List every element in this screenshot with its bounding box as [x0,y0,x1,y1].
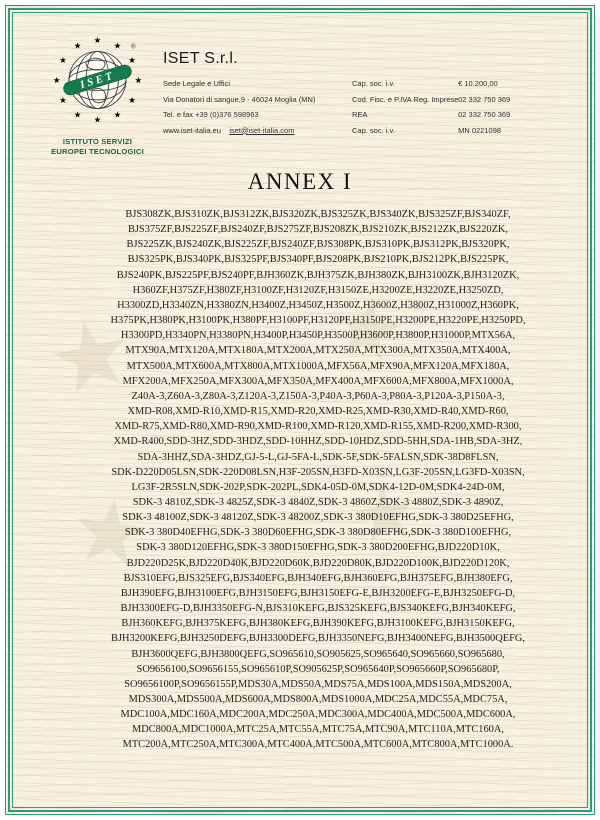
registry-label: Cap. soc. i.v. [352,79,395,88]
registry-row [352,95,510,111]
address-line-street: Via Donatori di sangue,9 - 46024 Moglia (MN) [163,94,316,104]
product-code-line: XMD-R08,XMD-R10,XMD-R15,XMD-R20,XMD-R25,XMD-R30,XMD-R40,XMD-R60, [127,406,509,418]
product-code-line: BJD220D25K,BJD220D40K,BJD220D60K,BJD220D80K,BJD220D100K,BJD220D120K, [126,557,510,569]
logo-caption-line1: ISTITUTO SERVIZI [62,137,133,146]
watermark-star-icon: ★ [344,465,426,565]
product-code-line: BJS308ZK,BJS310ZK,BJS312ZK,BJS320ZK,BJS325ZK,BJS340ZK,BJS325ZF,BJS340ZF, [125,209,511,220]
svg-text:★: ★ [128,55,136,66]
page-title: ANNEX I [247,169,353,194]
product-code-line: SDK-D220D05LSN,SDK-220D08LSN,H3F-205SN,H3FD-X03SN,LG3F-205SN,LG3FD-X03SN, [111,466,525,478]
registry-value: MN 0221098 [458,125,502,135]
svg-text:★: ★ [59,55,67,66]
watermark-star-icon: ★ [63,475,157,590]
product-code-line: MDC800A,MDC1000A,MTC25A,MTC55A,MTC75A,MTC90A,MTC110A,MTC160A, [132,724,504,736]
svg-text:★: ★ [93,35,102,46]
product-code-line: BJH360KEFG,BJH375KEFG,BJH380KEFG,BJH390KEFG,BJH3100KEFG,BJH3150KEFG, [121,618,515,630]
svg-text:★: ★ [113,41,122,52]
product-code-line: H360ZF,H375ZF,H380ZF,H3100ZF,H3120ZF,H3150ZE,H3200ZE,H3220ZE,H3250ZD, [132,284,504,296]
product-code-line: MDC100A,MDC160A,MDC200A,MDC250A,MDC300A,MDC400A,MDC500A,MDC600A, [120,709,516,721]
product-code-line: BJH3300EFG-D,BJH3350EFG-N,BJS310KEFG,BJS325KEFG,BJS340KEFG,BJH340KEFG, [120,603,516,615]
product-code-line: MDS300A,MDS500A,MDS600A,MDS800A,MDS1000A,MDC25A,MDC55A,MDC75A, [128,694,508,705]
svg-text:★: ★ [73,41,82,52]
product-code-line: MTX90A,MTX120A,MTX180A,MTX200A,MTX250A,MTX300A,MTX350A,MTX400A, [125,345,511,357]
product-code-line: BJH390EFG,BJH3100EFG,BJH3150EFG,BJH3150EFG-E,BJH3200EFG-E,BJH3250EFG-D, [120,587,516,599]
product-code-line: H3300ZD,H3340ZN,H3380ZN,H3400Z,H3450Z,H3500Z,H3600Z,H3800Z,H31000Z,H360PK, [117,299,519,311]
product-code-line: SDA-3HHZ,SDA-3HDZ,GJ-5-L,GJ-5FA-L,SDK-5F,SDK-5FALSN,SDK-38D8FLSN, [137,451,499,463]
registry-label: Cod. Fisc. e P.IVA Reg. Imprese [352,94,459,104]
registry-value: € 10.200,00 [458,79,498,88]
product-code-line: MFX200A,MFX250A,MFX300A,MFX350A,MFX400A,MFX600A,MFX800A,MFX1000A, [122,375,514,387]
product-code-line: MTC200A,MTC250A,MTC300A,MTC400A,MTC500A,MTC600A,MTC800A,MTC1000A. [122,739,514,751]
product-code-line: H3300PD,H3340PN,H3380PN,H3400P,H3450P,H3500P,H3600P,H3800P,H31000P,MTX56A, [120,330,516,342]
registry-table [352,79,510,141]
product-code-line: SDK-3 380D120EFHG,SDK-3 380D150EFHG,SDK-3 380D200EFHG,BJD220D10K, [136,542,500,554]
product-code-line: SO9656100,SO9656155,SO965610P,SO905625P,SO965640P,SO965660P,SO965680P, [136,663,500,675]
logo-caption-line2: EUROPEI TECNOLOGICI [51,146,144,156]
registry-value: 02 332 750 369 [458,94,511,104]
registry-row [352,126,510,142]
email-link[interactable]: iset@iset-italia.com [229,125,295,135]
product-code-line: XMD-R75,XMD-R80,XMD-R90,XMD-R100,XMD-R120,XMD-R155,XMD-R200,XMD-R300, [114,421,522,433]
product-code-line: BJS310EFG,BJS325EFG,BJS340EFG,BJH340EFG,BJH360EFG,BJH375EFG,BJH380EFG, [123,572,513,584]
svg-text:★: ★ [73,110,82,121]
registry-row [352,110,510,126]
registry-value: 02 332 750 369 [458,110,511,119]
product-code-line: LG3F-2R5SLN,SDK-202P,SDK-202PL,SDK4-05D-0M,SDK4-12D-0M,SDK4-24D-0M, [131,481,505,493]
product-code-line: XMD-R400,SDD-3HZ,SDD-3HDZ,SDD-10HHZ,SDD-10HDZ,SDD-5HH,SDA-1HB,SDA-3HZ, [113,436,523,448]
svg-text:★: ★ [59,95,67,106]
address-line-phone: Tel. e fax +39 (0)376 598963 [163,110,259,119]
registry-row [352,79,510,95]
product-code-line: BJS325PK,BJS340PK,BJS325PF,BJS340PF,BJS208PK,BJS210PK,BJS212PK,BJS225PK, [127,254,509,266]
product-code-line: MTX500A,MTX600A,MTX800A,MTX1000A,MFX56A,MFX90A,MFX120A,MFX180A, [126,360,510,372]
product-code-line: BJS375ZF,BJS225ZF,BJS240ZF,BJS275ZF,BJS208ZK,BJS210ZK,BJS212ZK,BJS220ZK, [127,224,509,236]
product-code-line: Z40A-3,Z60A-3,Z80A-3,Z120A-3,Z150A-3,P40A-3,P60A-3,P80A-3,P120A-3,P150A-3, [131,390,505,402]
address-block [163,79,315,141]
logo-banner-text: ISET [78,69,117,92]
product-code-line: SDK-3 380D40EFHG,SDK-3 380D60EFHG,SDK-3 380D80EFHG,SDK-3 380D100EFHG, [124,527,512,539]
product-code-list [36,207,600,753]
product-code-line: BJS240PK,BJS225PF,BJS240PF,BJH360ZK,BJH375ZK,BJH380ZK,BJH3100ZK,BJH3120ZK, [116,269,520,281]
globe-stars-logo-icon [50,30,145,130]
address-line-web [163,126,315,142]
watermark-star-icon: ★ [37,292,145,420]
product-code-line: BJH3600QEFG,BJH3800QEFG,SO965610,SO905625,SO965640,SO965660,SO965680, [131,648,505,660]
svg-text:★: ★ [134,75,143,86]
logo-caption [50,137,145,156]
address-line-offices: Sede Legale e Uffici [163,79,230,88]
svg-text:★: ★ [128,95,136,106]
website-text: www.iset-italia.eu [163,125,221,135]
company-name: ISET S.r.l. [163,50,239,67]
svg-text:★: ★ [93,115,102,126]
product-code-line: BJH3200KEFG,BJH3250DEFG,BJH3300DEFG,BJH3350NEFG,BJH3400NEFG,BJH3500QEFG, [111,633,525,645]
product-code-line: SDK-3 4810Z,SDK-3 4825Z,SDK-3 4840Z,SDK-3 4860Z,SDK-3 4880Z,SDK-3 4890Z, [132,496,504,508]
registry-label: REA [352,110,368,119]
product-code-line: SO9656100P,SO9656155P,MDS30A,MDS50A,MDS75A,MDS100A,MDS150A,MDS200A, [124,678,512,690]
product-code-line: SDK-3 48100Z,SDK-3 48120Z,SDK-3 48200Z,SDK-3 380D10EFHG,SDK-3 380D25EFHG, [122,512,514,524]
product-code-line: BJS225ZK,BJS240ZK,BJS225ZF,BJS240ZF,BJS308PK,BJS310PK,BJS312PK,BJS320PK, [126,239,510,251]
registered-trademark-icon: ® [130,43,136,51]
svg-text:★: ★ [52,75,61,86]
company-logo [50,30,145,156]
watermark-star-icon: ★ [322,274,413,384]
product-code-line: H375PK,H380PK,H3100PK,H380PF,H3100PF,H3120PF,H3150PE,H3200PE,H3220PE,H3250PD, [110,315,526,327]
svg-text:★: ★ [113,110,122,121]
registry-label: Cap. soc. i.v. [352,125,395,135]
